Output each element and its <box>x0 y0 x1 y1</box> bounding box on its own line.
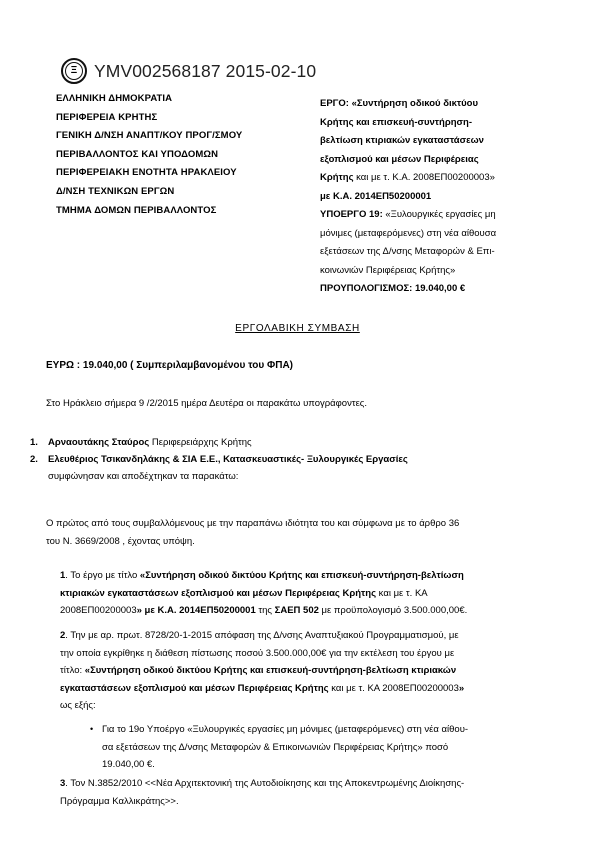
clause-text: και με τ. ΚΑ 2008ΕΠ00200003 <box>328 682 459 694</box>
clause-line <box>60 567 560 585</box>
contract-amount: ΕΥΡΩ : 19.040,00 ( Συμπεριλαμβανομένου του ΦΠΑ) <box>46 360 293 371</box>
paragraph-intro <box>46 515 556 551</box>
clause-3 <box>60 775 560 810</box>
authority-line: Δ/ΝΣΗ ΤΕΧΝΙΚΩΝ ΕΡΓΩΝ <box>56 185 175 197</box>
agreed-line: συμφώνησαν και αποδέχτηκαν τα παρακάτω: <box>48 471 239 482</box>
clause-line <box>60 602 560 620</box>
authority-line: ΠΕΡΙΦΕΡΕΙΑΚΗ ΕΝΟΤΗΤΑ ΗΡΑΚΛΕΙΟΥ <box>56 167 237 179</box>
authority-line: ΕΛΛΗΝΙΚΗ ΔΗΜΟΚΡΑΤΙΑ <box>56 93 173 104</box>
document-title-wrap <box>0 323 595 334</box>
clause-text-bold: » <box>458 682 465 694</box>
clause-line: ως εξής: <box>60 700 96 711</box>
bullet-item <box>90 721 550 774</box>
party-name: Αρναουτάκης Σταύρος <box>48 437 150 448</box>
seal-inner: Ξ <box>65 62 83 80</box>
project-text: και με τ. Κ.Α. 2008ΕΠ00200003» <box>353 172 495 183</box>
paragraph-line: του Ν. 3669/2008 , έχοντας υπόψη. <box>46 536 195 547</box>
subproject-label: ΥΠΟΕΡΓΟ 19: <box>320 209 383 220</box>
party-number: 2. <box>30 454 38 465</box>
clause-text: . Την με αρ. πρωτ. 8728/20-1-2015 απόφαση της Δ/νσης Αναπτυξιακού Προγραμματισμού, με <box>65 630 459 641</box>
project-line: βελτίωση κτιριακών εγκαταστάσεων <box>320 135 484 146</box>
clause-line <box>60 662 560 680</box>
clause-line <box>60 627 560 645</box>
bullet-line: 19.040,00 €. <box>102 759 155 770</box>
seal-icon <box>61 58 87 84</box>
project-line: ΕΡΓΟ: «Συντήρηση οδικού δικτύου <box>320 98 478 109</box>
clause-text-bold: «Συντήρηση οδικού δικτύου Κρήτης και επισκευή-συντήρηση-βελτίωση κτιριακών <box>84 665 457 676</box>
clause-text-bold: ΣΑΕΠ 502 <box>274 605 319 616</box>
budget-line: ΠΡΟΥΠΟΛΟΓΙΣΜΟΣ: 19.040,00 € <box>320 283 466 294</box>
authority-line: ΠΕΡΙΒΑΛΛΟΝΤΟΣ ΚΑΙ ΥΠΟΔΟΜΩΝ <box>56 148 219 160</box>
clause-line: την οποία εγκρίθηκε η διάθεση πίστωσης ποσού 3.500.000,00€ για την εκτέλεση του έργου με <box>60 647 455 659</box>
clause-text-bold: κτιριακών εγκαταστάσεων εξοπλισμού και μέσων Περιφέρειας Κρήτης <box>60 587 377 599</box>
project-block <box>320 95 545 299</box>
project-text-bold: Κρήτης <box>320 172 354 183</box>
clause-number: 1 <box>60 570 66 581</box>
party-item <box>30 451 550 468</box>
clause-text: και με τ. ΚΑ <box>376 587 428 599</box>
clause-2 <box>60 627 560 715</box>
bullet-line: σα εξετάσεων της Δ/νσης Μεταφορών & Επικοινωνιών Περιφέρειας Κρήτης» ποσό <box>102 741 449 753</box>
party-item <box>30 434 550 451</box>
clause-text: της <box>255 605 275 616</box>
project-line: εξετάσεων της Δ/νσης Μεταφορών & Επι- <box>320 246 495 257</box>
party-name: Ελευθέριος Τσικανδηλάκης & ΣΙΑ Ε.Ε., Κατασκευαστικές- Ξυλουργικές Εργασίες <box>48 454 408 465</box>
project-line: με Κ.Α. 2014ΕΠ50200001 <box>320 190 432 202</box>
clause-line <box>60 775 560 793</box>
clause-text-bold: εγκαταστάσεων εξοπλισμού και μέσων Περιφέρειας Κρήτης <box>60 682 329 694</box>
clause-text-bold: » με Κ.Α. 2014ΕΠ50200001 <box>136 605 256 616</box>
authority-line: ΤΜΗΜΑ ΔΟΜΩΝ ΠΕΡΙΒΑΛΛΟΝΤΟΣ <box>56 204 217 216</box>
authority-line: ΠΕΡΙΦΕΡΕΙΑ ΚΡΗΤΗΣ <box>56 111 158 123</box>
clause-number: 2 <box>60 630 66 641</box>
clause-text: με προϋπολογισμό 3.500.000,00€. <box>318 605 468 616</box>
parties-list <box>30 434 550 485</box>
clause-line <box>60 585 560 603</box>
bullet-line: Για το 19ο Υποέργο «Ξυλουργικές εργασίες μη μόνιμες (μεταφερόμενες) στη νέα αίθου- <box>102 724 469 735</box>
document-title: ΕΡΓΟΛΑΒΙΚΗ ΣΥΜΒΑΣΗ <box>235 323 360 334</box>
clause-line: Πρόγραμμα Καλλικράτης>>. <box>60 795 179 807</box>
bullet-text <box>90 721 550 774</box>
clause-line <box>60 680 560 698</box>
clause-text: τίτλο: <box>60 665 85 676</box>
clause-text-bold: «Συντήρηση οδικού δικτύου Κρήτης και επισκευή-συντήρηση-βελτίωση <box>139 570 464 581</box>
party-number: 1. <box>30 437 38 448</box>
project-line: Κρήτης και επισκευή-συντήρηση- <box>320 116 472 128</box>
clause-text: 2008ΕΠ00200003 <box>60 605 137 616</box>
project-line <box>320 206 545 225</box>
clause-text: . Τον Ν.3852/2010 <<Νέα Αρχιτεκτονική της Αυτοδιοίκησης και της Αποκεντρωμένης Διοίκησης- <box>65 778 465 789</box>
project-line: κοινωνιών Περιφέρειας Κρήτης» <box>320 264 456 276</box>
paragraph-line: Ο πρώτος από τους συμβαλλόμενους με την παραπάνω ιδιότητα του και σύμφωνα με το άρθρο 36 <box>46 518 460 529</box>
project-line: μόνιμες (μεταφερόμενες) στη νέα αίθουσα <box>320 227 497 239</box>
project-line: εξοπλισμού και μέσων Περιφέρειας <box>320 153 479 165</box>
clause-number: 3 <box>60 778 66 789</box>
clause-text: . Το έργο με τίτλο <box>65 570 140 581</box>
document-id: ΥΜV002568187 2015-02-10 <box>94 61 317 81</box>
authority-block <box>56 90 286 220</box>
project-text: «Ξυλουργικές εργασίες μη <box>382 209 496 220</box>
intro-line: Στο Ηράκλειο σήμερα 9 /2/2015 ημέρα Δευτέρα οι παρακάτω υπογράφοντες. <box>46 398 368 409</box>
bullet-icon: • <box>90 724 94 734</box>
party-role: Περιφερειάρχης Κρήτης <box>149 437 252 448</box>
project-line <box>320 169 545 188</box>
authority-line: ΓΕΝΙΚΗ Δ/ΝΣΗ ΑΝΑΠΤ/ΚΟΥ ΠΡΟΓ/ΣΜΟΥ <box>56 130 243 142</box>
clause-1 <box>60 567 560 620</box>
